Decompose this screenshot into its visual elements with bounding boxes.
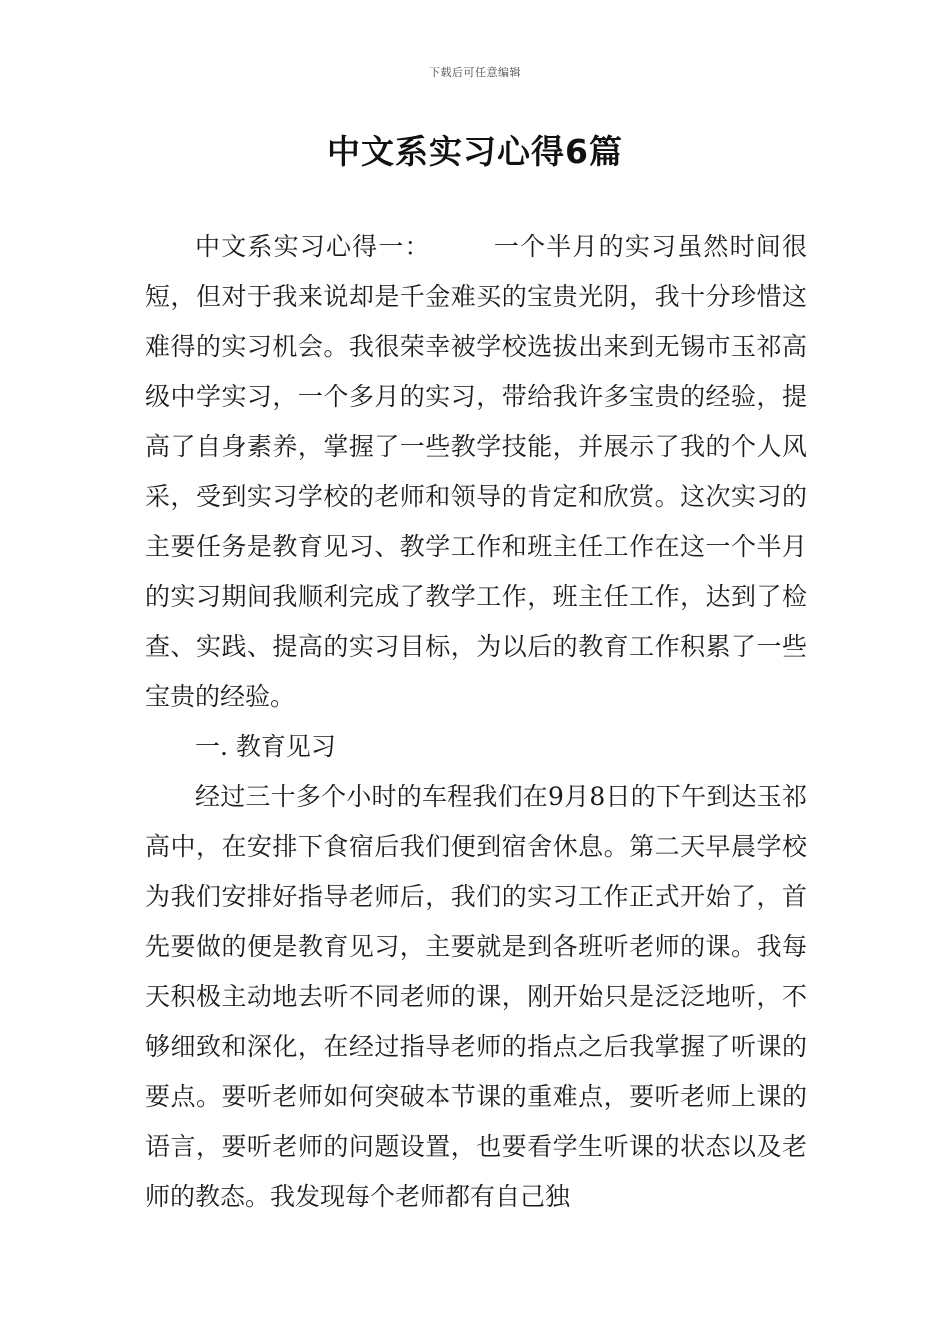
section-heading-1: 一. 教育见习 [195,732,336,761]
paragraph-1-body: 一个半月的实习虽然时间很短，但对于我来说却是千金难买的宝贵光阴，我十分珍惜这难得的实习机会。我很荣幸被学校选拔出来到无锡市玉祁高级中学实习，一个多月的实习，带给我许多宝贵的经验，提高了自身素养，掌握了一些教学技能，并展示了我的个人风采，受到实习学校的老师和领导的肯定和欣赏。这次实习的主要任务是教育见习、教学工作和班主任工作在这一个半月的实习期间我顺利完成了教学工作，班主任工作，达到了检查、实践、提高的实习目标，为以后的教育工作积累了一些宝贵的经验。 [145,232,807,711]
header-note: 下载后可任意编辑 [429,66,521,79]
document-title: 中文系实习心得6篇 [327,132,623,171]
paragraph-1-lead: 中文系实习心得一： [195,232,431,261]
paragraph-1 [145,222,807,722]
document-body [145,222,807,1222]
paragraph-2: 经过三十多个小时的车程我们在9月8日的下午到达玉祁高中，在安排下食宿后我们便到宿舍休息。第二天早晨学校为我们安排好指导老师后，我们的实习工作正式开始了，首先要做的便是教育见习，主要就是到各班听老师的课。我每天积极主动地去听不同老师的课，刚开始只是泛泛地听，不够细致和深化，在经过指导老师的指点之后我掌握了听课的要点。要听老师如何突破本节课的重难点，要听老师上课的语言，要听老师的问题设置，也要看学生听课的状态以及老师的教态。我发现每个老师都有自己独 [145,782,807,1211]
